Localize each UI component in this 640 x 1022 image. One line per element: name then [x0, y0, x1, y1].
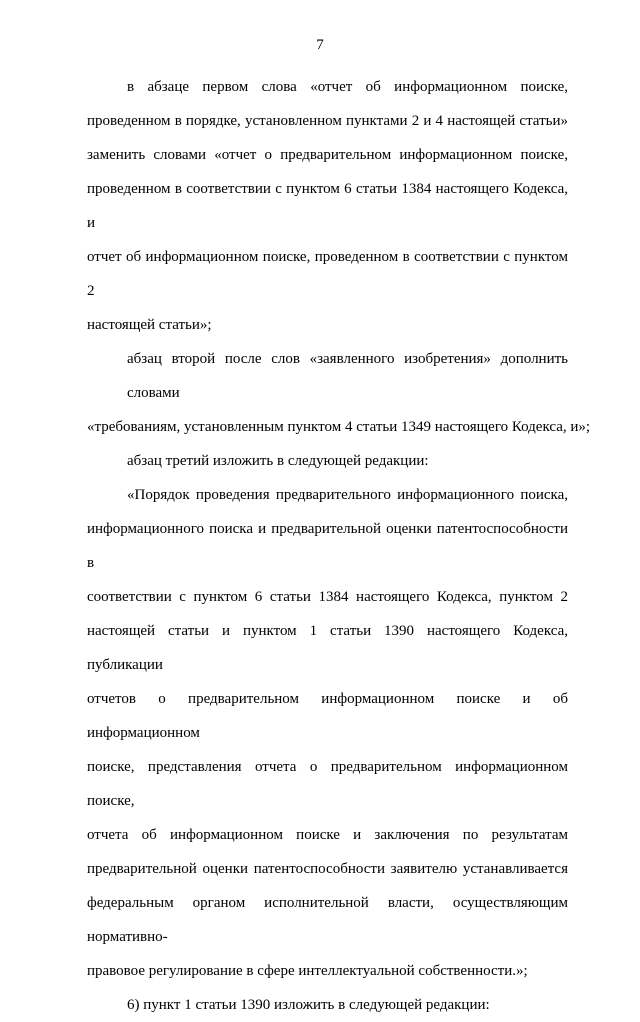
- text-line: 6) пункт 1 статьи 1390 изложить в следующей редакции:: [127, 997, 490, 1013]
- paragraph-1: [87, 70, 568, 342]
- paragraph-2: [87, 342, 591, 444]
- text-line: абзац третий изложить в следующей редакции:: [127, 453, 429, 469]
- page-number: 7: [316, 37, 324, 53]
- text-line: «Порядок проведения предварительного информационного поиска,: [127, 487, 568, 503]
- text-line: правовое регулирование в сфере интеллектуальной собственности.»;: [87, 963, 528, 979]
- text-line: «требованиям, установленным пунктом 4 статьи 1349 настоящего Кодекса, и»;: [87, 419, 591, 435]
- text-line: отчет об информационном поиске, проведенном в соответствии с пунктом 2: [87, 249, 568, 299]
- text-line: проведенном в порядке, установленном пунктами 2 и 4 настоящей статьи»: [87, 113, 568, 129]
- text-line: отчетов о предварительном информационном поиске и об информационном: [87, 691, 568, 741]
- text-line: отчета об информационном поиске и заключения по результатам: [87, 827, 568, 843]
- paragraph-5: [87, 988, 568, 1022]
- text-line: абзац второй после слов «заявленного изобретения» дополнить словами: [127, 351, 568, 401]
- paragraph-3: [87, 444, 568, 478]
- text-line: проведенном в соответствии с пунктом 6 статьи 1384 настоящего Кодекса, и: [87, 181, 568, 231]
- text-line: заменить словами «отчет о предварительном информационном поиске,: [87, 147, 568, 163]
- text-line: настоящей статьи и пунктом 1 статьи 1390 настоящего Кодекса, публикации: [87, 623, 568, 673]
- text-line: предварительной оценки патентоспособности заявителю устанавливается: [87, 861, 568, 877]
- text-line: соответствии с пунктом 6 статьи 1384 настоящего Кодекса, пунктом 2: [87, 589, 568, 605]
- text-line: в абзаце первом слова «отчет об информационном поиске,: [127, 79, 568, 95]
- text-line: настоящей статьи»;: [87, 317, 212, 333]
- text-line: поиске, представления отчета о предварительном информационном поиске,: [87, 759, 568, 809]
- text-line: федеральным органом исполнительной власти, осуществляющим нормативно-: [87, 895, 568, 945]
- text-line: информационного поиска и предварительной оценки патентоспособности в: [87, 521, 568, 571]
- document-body: [87, 70, 591, 1022]
- paragraph-4: [87, 478, 568, 988]
